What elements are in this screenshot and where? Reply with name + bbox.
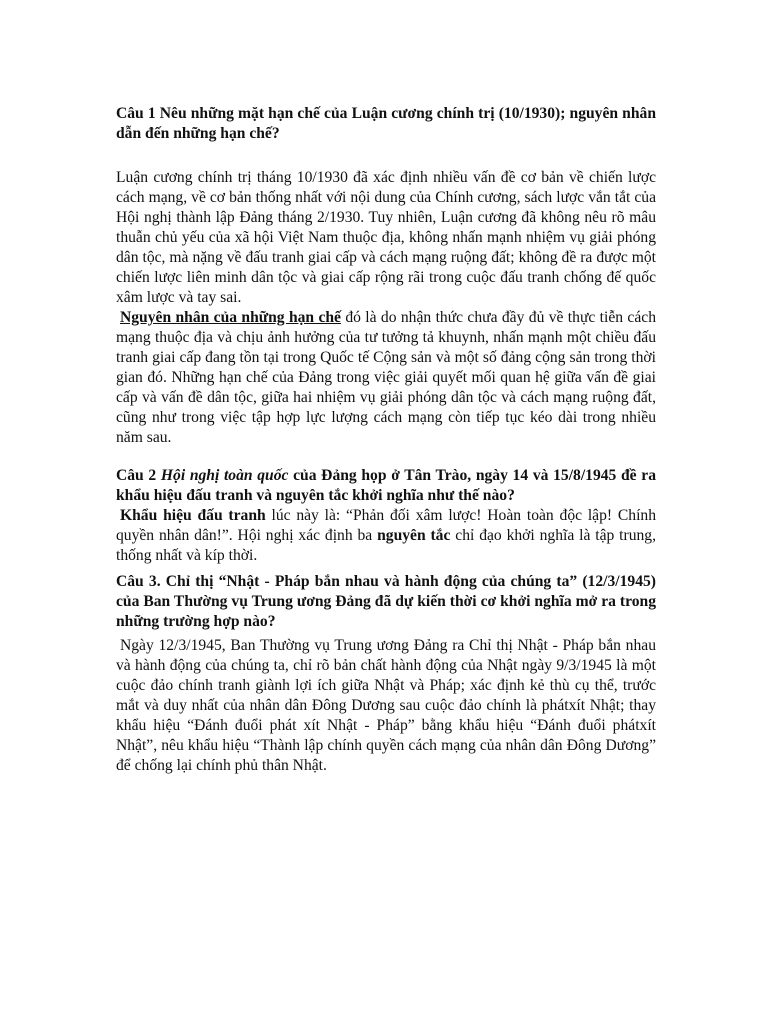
question-3-title: Câu 3. Chỉ thị “Nhật - Pháp bắn nhau và hành động của chúng ta” (12/3/1945) của Ban Thường vụ Trung ương Đảng đã dự kiến thời cơ khởi nghĩa mở ra trong những trường hợp nào? [116, 573, 656, 630]
question-1-answer-paragraph-2 [116, 308, 656, 448]
slogan-text: lúc này là: “Phản đối xâm lược! Hoàn toàn độc lập! Chính quyền nhân dân!”. Hội nghị xác định ba [116, 507, 657, 544]
principle-term: nguyên tắc [377, 527, 451, 544]
question-2-prefix: Câu 2 [116, 467, 161, 484]
question-2-italic-term: Hội nghị toàn quốc [160, 467, 289, 484]
question-2-rest: của Đảng họp ở Tân Trào, ngày 14 và 15/8/1945 đề ra khẩu hiệu đấu tranh và nguyên tắc khởi nghĩa như thế nào? [116, 467, 657, 504]
slogan-heading: Khẩu hiệu đấu tranh [120, 507, 266, 524]
principle-text: chỉ đạo khởi nghĩa là tập trung, thống nhất và kíp thời. [116, 527, 656, 564]
question-1-answer-paragraph-1: Luận cương chính trị tháng 10/1930 đã xác định nhiều vấn đề cơ bản về chiến lược cách mạng, về cơ bản thống nhất với nội dung của Chính cương, sách lược vắn tắt của Hội nghị thành lập Đảng tháng 2/1930. Tuy nhiên, Luận cương đã không nêu rõ mâu thuẫn chủ yếu của xã hội Việt Nam thuộc địa, không nhấn mạnh nhiệm vụ giải phóng dân tộc, mà nặng về đấu tranh giai cấp và cách mạng ruộng đất; không đề ra được một chiến lược liên minh dân tộc và giai cấp rộng rãi trong cuộc đấu tranh chống đế quốc xâm lược và tay sai. [116, 169, 656, 306]
question-3-answer: Ngày 12/3/1945, Ban Thường vụ Trung ương Đảng ra Chỉ thị Nhật - Pháp bắn nhau và hành động của chúng ta, chỉ rõ bản chất hành động của Nhật ngày 9/3/1945 là một cuộc đảo chính tranh giành lợi ích giữa Nhật và Pháp; xác định kẻ thù cụ thể, trước mắt và duy nhất của nhân dân Đông Dương sau cuộc đảo chính là phátxít Nhật; thay khẩu hiệu “Đánh đuổi phát xít Nhật - Pháp” bằng khẩu hiệu “Đánh đuổi phátxít Nhật”, nêu khẩu hiệu “Thành lập chính quyền cách mạng của nhân dân Đông Dương” để chống lại chính phủ thân Nhật. [116, 637, 656, 774]
question-2-answer [116, 506, 656, 566]
causes-text: đó là do nhận thức chưa đầy đủ về thực tiễn cách mạng thuộc địa và chịu ảnh hưởng của tư tưởng tả khuynh, nhấn mạnh một chiều đấu tranh giai cấp đang tồn tại trong Quốc tế Cộng sản và một số đảng cộng sản trong thời gian đó. Những hạn chế của Đảng trong việc giải quyết mối quan hệ giữa vấn đề giai cấp và vấn đề dân tộc, giữa hai nhiệm vụ giải phóng dân tộc và cách mạng ruộng đất, cũng như trong việc tập hợp lực lượng cách mạng còn tiếp tục kéo dài trong nhiều năm sau. [116, 309, 656, 446]
causes-heading: Nguyên nhân của những hạn chế [120, 309, 341, 326]
question-1-title: Câu 1 Nêu những mặt hạn chế của Luận cương chính trị (10/1930); nguyên nhân dẫn đến những hạn chế? [116, 105, 656, 142]
question-2-title [116, 466, 656, 506]
